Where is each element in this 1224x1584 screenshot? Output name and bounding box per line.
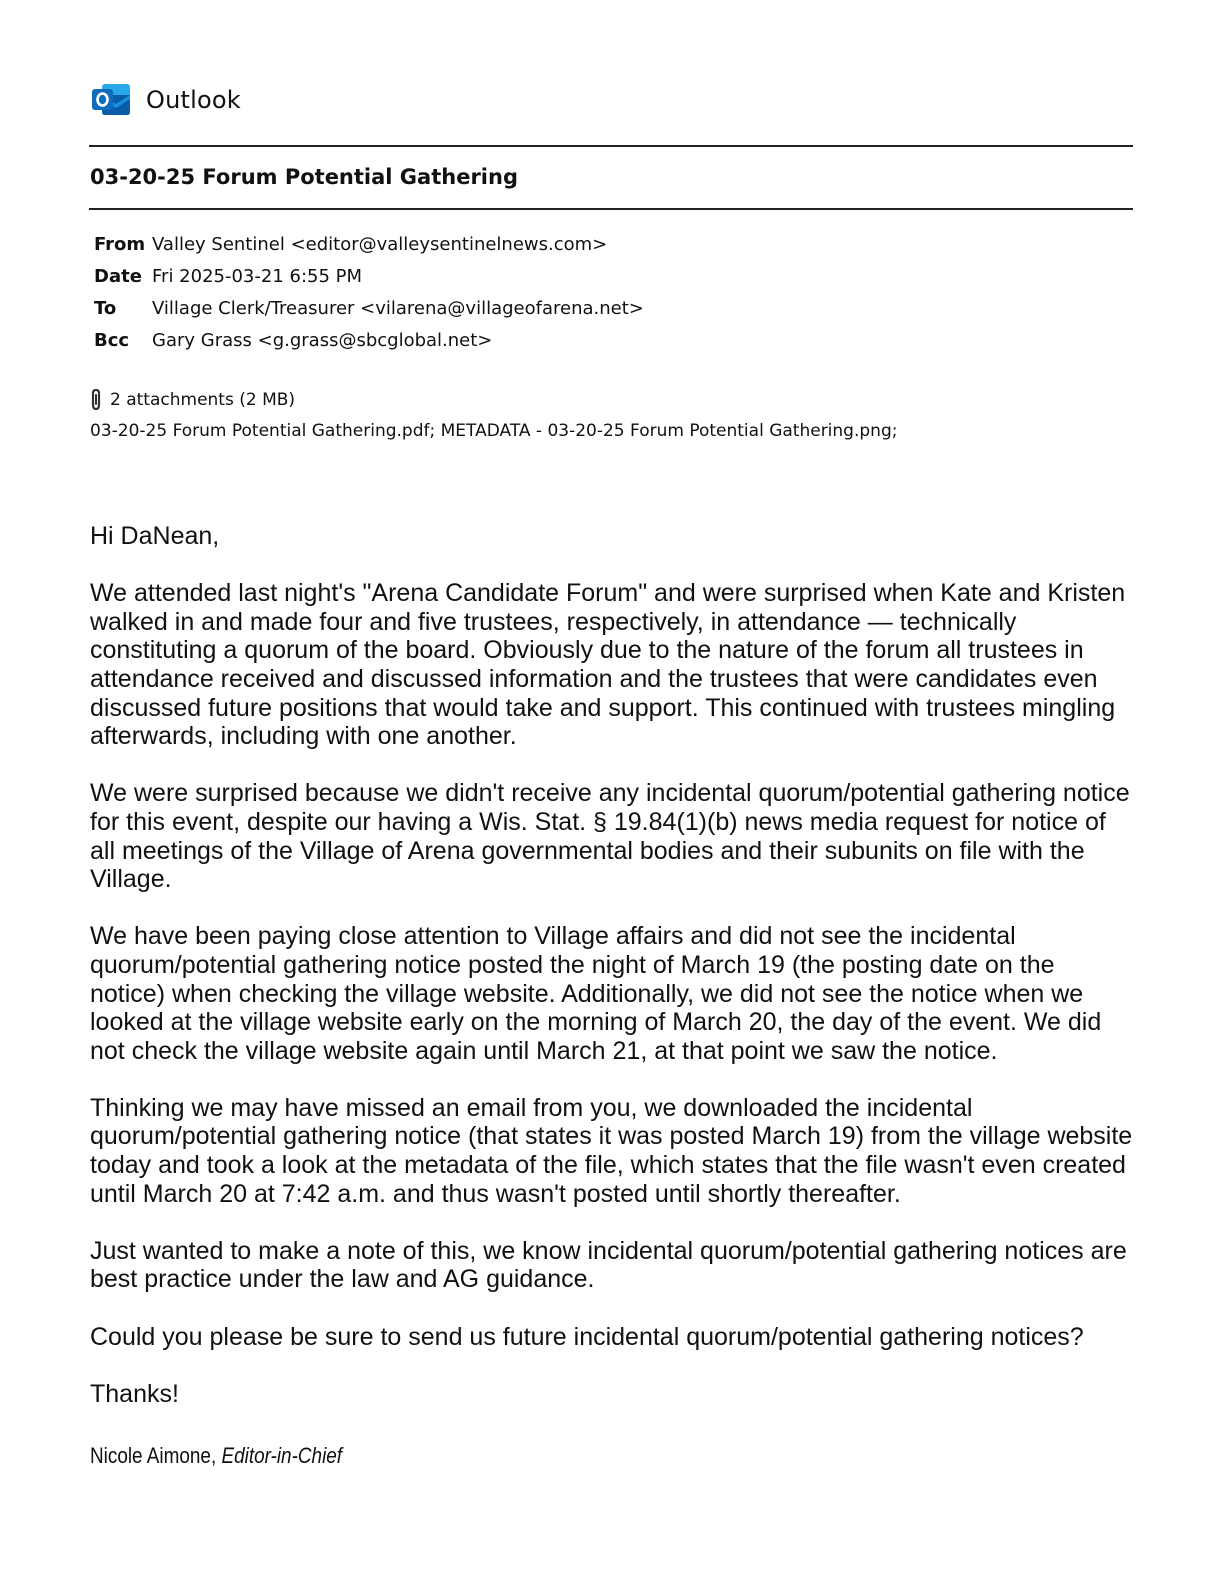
header-value[interactable]: Gary Grass <g.grass@sbcglobal.net> bbox=[152, 329, 493, 351]
header-key: Bcc bbox=[94, 329, 130, 351]
header-value[interactable]: Valley Sentinel <editor@valleysentinelnews.com> bbox=[152, 234, 608, 256]
app-name: Outlook bbox=[146, 86, 241, 114]
signature-name: Nicole Aimone, bbox=[90, 1443, 217, 1468]
email-headers bbox=[94, 229, 644, 356]
body-paragraph: Just wanted to make a note of this, we know incidental quorum/potential gathering notices are best practice under the law and AG guidance. bbox=[90, 1236, 1127, 1294]
app-header bbox=[90, 80, 241, 120]
body-paragraph: We have been paying close attention to Village affairs and did not see the incidental quorum/potential gathering notice posted the night of March 19 (the posting date on the notice) when checking the village website. Additionally, we did not see the notice when we looked at the village website early on the morning of March 20, the day of the event. We did not check the village website again until March 21, at that point we saw the notice. bbox=[90, 922, 1102, 1065]
header-value: Fri 2025-03-21 6:55 PM bbox=[152, 266, 363, 288]
header-key: From bbox=[94, 234, 146, 256]
header-row-bcc bbox=[94, 324, 644, 356]
header-key: To bbox=[94, 297, 117, 319]
header-row-date bbox=[94, 261, 644, 293]
attachment-file-list[interactable]: 03-20-25 Forum Potential Gathering.pdf; METADATA - 03-20-25 Forum Potential Gathering.png; bbox=[90, 421, 898, 441]
body-paragraph: Thinking we may have missed an email from you, we downloaded the incidental quorum/potential gathering notice (that states it was posted March 19) from the village website today and took a look at the metadata of the file, which states that the file wasn't even created until March 20 at 7:42 a.m. and thus wasn't posted until shortly thereafter. bbox=[90, 1093, 1133, 1208]
header-divider-top bbox=[89, 145, 1133, 147]
attachments-count: 2 attachments (2 MB) bbox=[110, 390, 296, 410]
body-paragraph: We attended last night's "Arena Candidate Forum" and were surprised when Kate and Kristen walked in and made four and five trustees, respectively, in attendance — technically constituting a quorum of the board. Obviously due to the nature of the forum all trustees in attendance received and discussed information and the trustees that were candidates even discussed future positions that would take and support. This continued with trustees mingling afterwards, including with one another. bbox=[90, 579, 1126, 751]
attachments-summary[interactable] bbox=[88, 388, 295, 412]
body-paragraph: Hi DaNean, bbox=[90, 522, 220, 550]
outlook-logo-icon bbox=[90, 81, 132, 119]
header-divider-bottom bbox=[89, 208, 1133, 210]
email-subject: 03-20-25 Forum Potential Gathering bbox=[90, 165, 518, 189]
email-signature bbox=[90, 1443, 342, 1469]
body-paragraph: Could you please be sure to send us future incidental quorum/potential gathering notices? bbox=[90, 1322, 1084, 1351]
header-row-to bbox=[94, 293, 644, 325]
email-body bbox=[90, 522, 1135, 1437]
header-value[interactable]: Village Clerk/Treasurer <vilarena@villageofarena.net> bbox=[152, 297, 644, 319]
body-paragraph: Thanks! bbox=[90, 1379, 179, 1408]
header-key: Date bbox=[94, 266, 142, 288]
header-row-from bbox=[94, 229, 644, 261]
body-paragraph: We were surprised because we didn't receive any incidental quorum/potential gathering notice for this event, despite our having a Wis. Stat. § 19.84(1)(b) news media request for notice of all meetings of the Village of Arena governmental bodies and their subunits on file with the Village. bbox=[90, 779, 1130, 894]
signature-title: Editor-in-Chief bbox=[221, 1443, 343, 1468]
paperclip-icon bbox=[88, 388, 104, 412]
